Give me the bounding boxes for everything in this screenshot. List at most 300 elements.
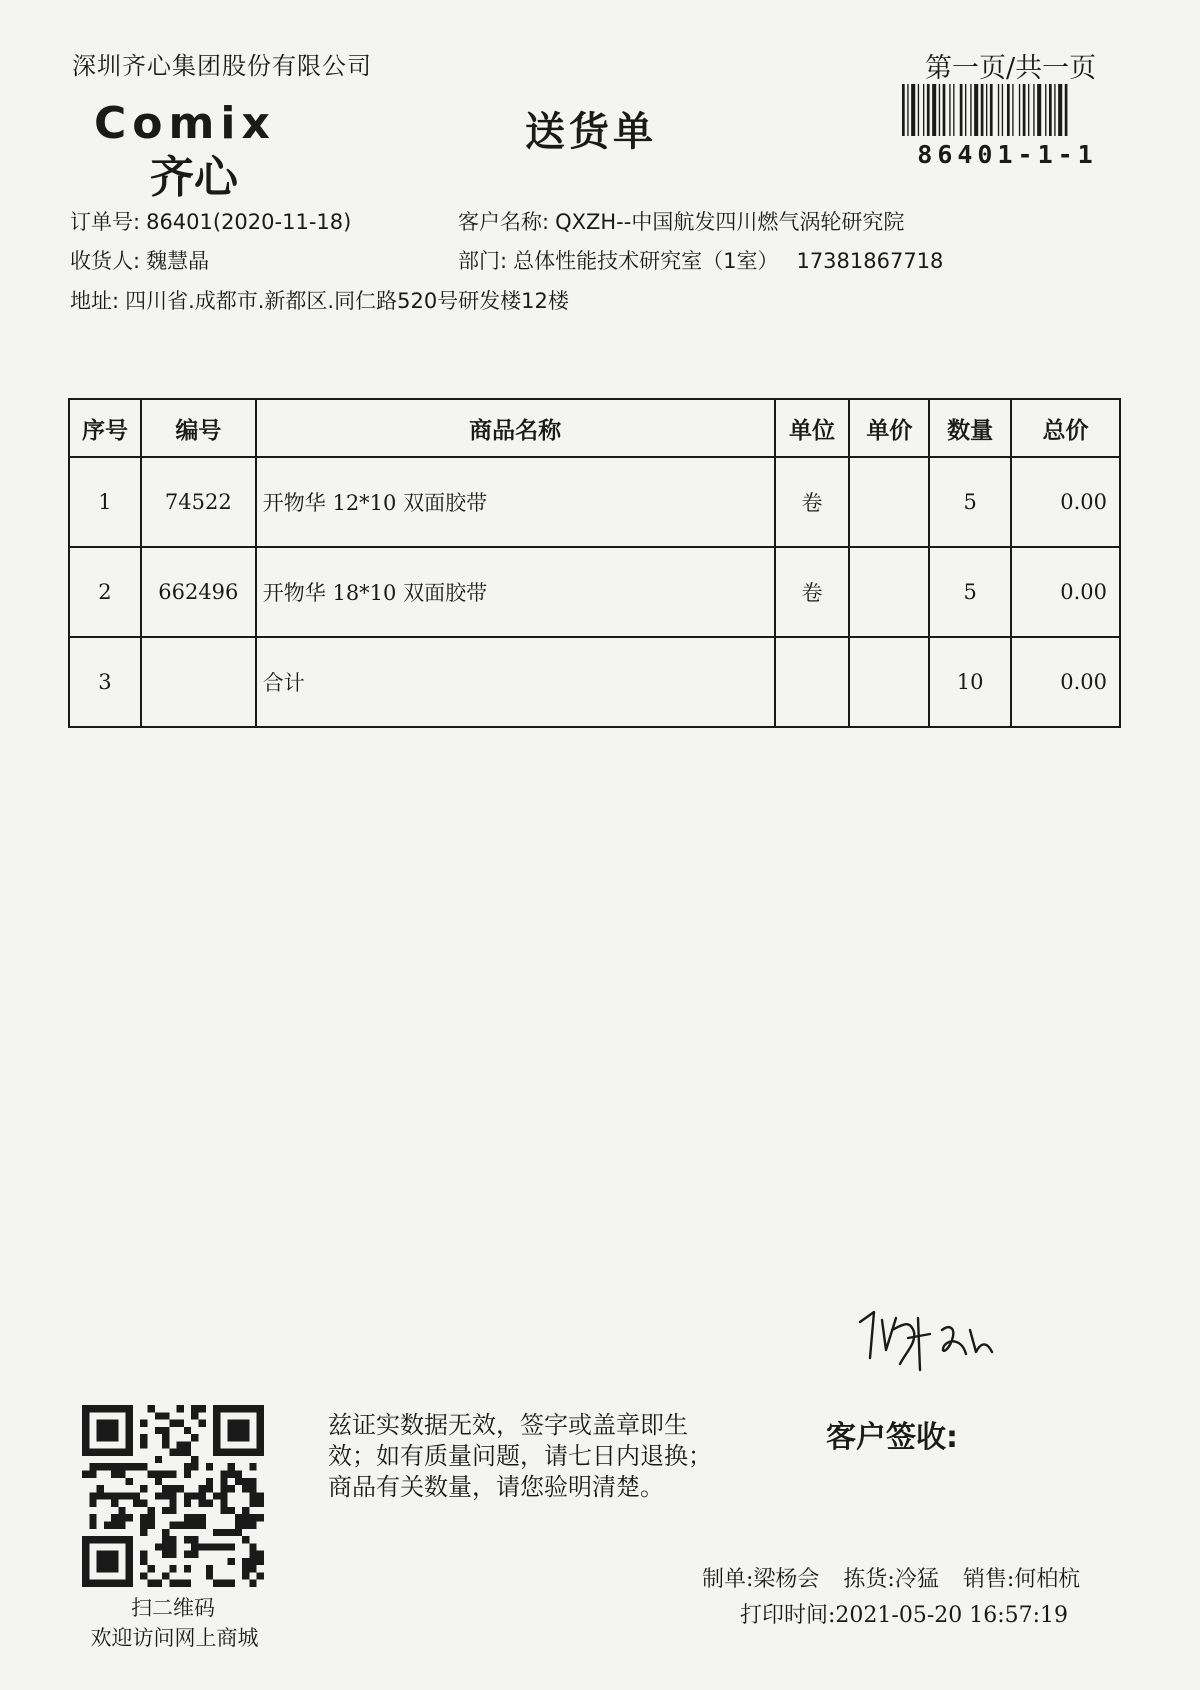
qr-module [126,1427,133,1434]
address-value: 四川省.成都市.新都区.同仁路520号研发楼12楼 [125,289,569,313]
qr-module [82,1420,89,1427]
qr-module [206,1572,213,1579]
qr-module [169,1420,176,1427]
qr-module [104,1558,111,1565]
order-label: 订单号: [70,210,141,234]
qr-module [111,1500,118,1507]
qr-module [111,1427,118,1434]
document-title: 送货单 [525,109,657,155]
barcode-bar [1054,84,1055,136]
qr-module [111,1558,118,1565]
qr-module [213,1529,220,1536]
qr-module [155,1478,162,1485]
qr-module [228,1471,235,1478]
qr-module [155,1456,162,1463]
cell-qty: 10 [929,637,1011,727]
qr-module [169,1551,176,1558]
qr-module [257,1420,264,1427]
qr-module [184,1521,191,1528]
cell-code [141,637,256,727]
qr-module [126,1565,133,1572]
qr-module [235,1405,242,1412]
qr-module [97,1558,104,1565]
qr-module [89,1449,96,1456]
qr-module [126,1558,133,1565]
qr-module [162,1507,169,1514]
qr-module [82,1405,89,1412]
barcode [900,84,1115,136]
qr-module [140,1420,147,1427]
qr-module [213,1580,220,1587]
qr-module [140,1514,147,1521]
cell-code: 74522 [141,457,256,547]
qr-module [155,1580,162,1587]
qr-module [104,1521,111,1528]
receiver-label: 收货人: [70,249,141,273]
qr-module [111,1580,118,1587]
qr-module [169,1543,176,1550]
table-row [69,547,1120,637]
qr-module [220,1529,227,1536]
qr-module [206,1478,213,1485]
qr-module [104,1536,111,1543]
qr-module [148,1471,155,1478]
page-info: 第一页/共一页 [925,53,1097,84]
qr-module [126,1551,133,1558]
qr-module [111,1405,118,1412]
qr-module [104,1565,111,1572]
qr-module [118,1471,125,1478]
qr-module [213,1543,220,1550]
qr-module [133,1500,140,1507]
company-name: 深圳齐心集团股份有限公司 [72,52,372,80]
qr-module [97,1463,104,1470]
qr-module [162,1434,169,1441]
barcode-bar [1065,84,1068,136]
barcode-bar [1058,84,1062,136]
header-code: 编号 [141,399,256,457]
qr-module [111,1434,118,1441]
qr-module [228,1449,235,1456]
qr-module [220,1471,227,1478]
qr-module [82,1543,89,1550]
qr-module [228,1427,235,1434]
qr-module [228,1420,235,1427]
cell-unit: 卷 [775,457,850,547]
qr-module [184,1463,191,1470]
picker: 拣货:冷猛 [843,1567,939,1592]
qr-module [118,1463,125,1470]
qr-module [104,1551,111,1558]
header-seq: 序号 [69,399,141,457]
qr-module [155,1492,162,1499]
qr-module [242,1514,249,1521]
qr-module [97,1492,104,1499]
qr-module [206,1543,213,1550]
dept-label: 部门: [458,249,508,273]
qr-module [82,1565,89,1572]
qr-module [184,1492,191,1499]
qr-module [89,1463,96,1470]
qr-module [235,1521,242,1528]
barcode-bar [981,84,984,136]
qr-module [184,1500,191,1507]
qr-module [228,1580,235,1587]
qr-module [257,1551,264,1558]
notice-line: 商品有关数量，请您验明清楚。 [328,1473,664,1501]
cell-total: 0.00 [1011,457,1120,547]
qr-module [249,1565,256,1572]
qr-module [191,1412,198,1419]
qr-module [169,1500,176,1507]
cell-qty: 5 [929,547,1011,637]
qr-module [220,1580,227,1587]
customer-value: QXZH--中国航发四川燃气涡轮研究院 [555,210,905,234]
phone-number: 17381867718 [796,249,944,273]
qr-module [82,1536,89,1543]
cell-name: 开物华 12*10 双面胶带 [256,457,775,547]
qr-module [162,1536,169,1543]
qr-module [148,1405,155,1412]
table-row [69,637,1120,727]
qr-module [235,1449,242,1456]
qr-module [242,1478,249,1485]
qr-module [191,1551,198,1558]
barcode-bar [1045,84,1046,136]
notice-line: 效；如有质量问题，请七日内退换； [328,1442,712,1470]
qr-module [82,1580,89,1587]
qr-module [148,1514,155,1521]
comix-logo [92,100,322,200]
qr-module [111,1521,118,1528]
qr-module [162,1543,169,1550]
barcode-bar [974,84,978,136]
qr-module [162,1492,169,1499]
qr-module [148,1580,155,1587]
qr-module [162,1427,169,1434]
qr-module [242,1521,249,1528]
barcode-bar [932,84,936,136]
table-row [69,457,1120,547]
qr-module [97,1427,104,1434]
qr-module [104,1420,111,1427]
dept-value: 总体性能技术研究室（1室） [513,249,779,273]
qr-module [191,1521,198,1528]
qr-module [220,1492,227,1499]
qr-caption-mall: 欢迎访问网上商城 [90,1626,259,1650]
qr-module [97,1536,104,1543]
customer-label: 客户名称: [458,210,550,234]
qr-module [257,1441,264,1448]
barcode-bar [907,84,908,136]
qr-module [89,1521,96,1528]
qr-module [242,1507,249,1514]
barcode-bar [965,84,966,136]
qr-module [249,1558,256,1565]
qr-module [249,1405,256,1412]
qr-module [242,1405,249,1412]
qr-module [198,1500,205,1507]
qr-module [198,1521,205,1528]
cell-total: 0.00 [1011,637,1120,727]
qr-module [169,1485,176,1492]
qr-module [111,1420,118,1427]
qr-module [140,1558,147,1565]
qr-module [126,1543,133,1550]
qr-module [97,1580,104,1587]
qr-module [118,1492,125,1499]
qr-module [191,1463,198,1470]
qr-module [118,1521,125,1528]
qr-module [82,1449,89,1456]
qr-module [169,1536,176,1543]
qr-module [184,1441,191,1448]
qr-module [169,1449,176,1456]
qr-module [89,1492,96,1499]
qr-module [169,1521,176,1528]
barcode-bar [970,84,971,136]
qr-module [257,1500,264,1507]
qr-module [118,1449,125,1456]
qr-module [242,1434,249,1441]
qr-module [126,1434,133,1441]
qr-module [140,1521,147,1528]
qr-module [89,1500,96,1507]
qr-module [118,1514,125,1521]
qr-module [89,1514,96,1521]
qr-module [97,1420,104,1427]
qr-module [162,1485,169,1492]
qr-module [82,1558,89,1565]
qr-module [140,1529,147,1536]
qr-module [140,1441,147,1448]
qr-module [162,1412,169,1419]
qr-module [191,1492,198,1499]
customer-signature [852,1300,1002,1375]
barcode-bar [960,84,963,136]
qr-module [213,1449,220,1456]
qr-module [82,1427,89,1434]
qr-module [184,1471,191,1478]
qr-module [126,1514,133,1521]
cell-price [849,547,929,637]
qr-module [235,1427,242,1434]
qr-module [140,1463,147,1470]
qr-module [249,1449,256,1456]
cell-seq: 3 [69,637,141,727]
barcode-bar [1049,84,1052,136]
qr-module [104,1492,111,1499]
qr-module [242,1558,249,1565]
qr-module [126,1478,133,1485]
qr-module [169,1565,176,1572]
items-table [68,398,1121,728]
qr-module [257,1427,264,1434]
qr-module [206,1463,213,1470]
barcode-bar [1012,84,1013,136]
qr-module [133,1463,140,1470]
qr-module [191,1514,198,1521]
qr-module [97,1485,104,1492]
qr-module [213,1420,220,1427]
barcode-bar [923,84,924,136]
qr-module [111,1536,118,1543]
qr-module [89,1536,96,1543]
barcode-bar [1023,84,1026,136]
maker: 制单:梁杨会 [702,1567,820,1592]
qr-module [228,1529,235,1536]
qr-module [162,1551,169,1558]
barcode-bar [949,84,950,136]
qr-module [213,1412,220,1419]
cell-price [849,457,929,547]
qr-module [249,1521,256,1528]
qr-module [184,1514,191,1521]
qr-module [235,1514,242,1521]
qr-module [97,1405,104,1412]
address-label: 地址: [70,289,120,313]
qr-module [257,1492,264,1499]
qr-module [220,1500,227,1507]
qr-module [140,1434,147,1441]
qr-module [220,1485,227,1492]
qr-module [104,1580,111,1587]
qr-module [213,1405,220,1412]
qr-module [126,1412,133,1419]
qr-module [82,1412,89,1419]
qr-module [177,1441,184,1448]
qr-module [126,1492,133,1499]
qr-module [126,1580,133,1587]
qr-module [177,1485,184,1492]
customer-name [458,206,904,236]
qr-module [191,1405,198,1412]
barcode-bar [943,84,946,136]
qr-module [198,1514,205,1521]
qr-module [206,1485,213,1492]
qr-module [228,1463,235,1470]
logo-cn-text: 齐心 [150,152,238,200]
barcode-bar [902,84,905,136]
qr-module [111,1514,118,1521]
qr-module [148,1521,155,1528]
qr-module [155,1471,162,1478]
qr-module [184,1427,191,1434]
table-header-row [69,399,1120,457]
qr-module [235,1478,242,1485]
qr-module [97,1565,104,1572]
qr-module [220,1449,227,1456]
cell-total: 0.00 [1011,547,1120,637]
customer-sign-label: 客户签收: [826,1420,958,1455]
qr-module [228,1405,235,1412]
qr-module [228,1543,235,1550]
qr-module [257,1434,264,1441]
print-time: 打印时间:2021-05-20 16:57:19 [740,1603,1069,1628]
qr-module [249,1492,256,1499]
qr-module [198,1485,205,1492]
qr-module [111,1463,118,1470]
qr-module [118,1536,125,1543]
qr-module [111,1449,118,1456]
qr-module [169,1492,176,1499]
order-number [70,206,351,236]
qr-module [242,1427,249,1434]
qr-module [198,1543,205,1550]
barcode-bar [939,84,940,136]
qr-module [177,1580,184,1587]
barcode-bar [918,84,919,136]
qr-module [155,1427,162,1434]
qr-module [104,1449,111,1456]
order-value: 86401(2020-11-18) [146,210,352,234]
qr-module [169,1471,176,1478]
qr-module [177,1449,184,1456]
barcode-bar [1028,84,1029,136]
qr-module [220,1507,227,1514]
qr-module [118,1580,125,1587]
qr-module [191,1543,198,1550]
qr-module [140,1485,147,1492]
header-unit: 单位 [775,399,850,457]
qr-module [126,1420,133,1427]
qr-module [111,1471,118,1478]
qr-module [104,1405,111,1412]
qr-module [82,1471,89,1478]
qr-module [82,1434,89,1441]
qr-module [213,1434,220,1441]
qr-module [177,1420,184,1427]
qr-module [148,1507,155,1514]
barcode-bar [911,84,915,136]
qr-module [177,1405,184,1412]
header-total: 总价 [1011,399,1120,457]
qr-module [155,1543,162,1550]
qr-module [177,1521,184,1528]
qr-module [140,1551,147,1558]
qr-module [242,1420,249,1427]
cell-unit: 卷 [775,547,850,637]
qr-module [249,1463,256,1470]
qr-module [198,1405,205,1412]
qr-module [220,1543,227,1550]
qr-module [148,1565,155,1572]
qr-module [104,1427,111,1434]
barcode-bar [998,84,999,136]
barcode-bar [1019,84,1020,136]
department [458,245,943,275]
cell-qty: 5 [929,457,1011,547]
qr-module [235,1471,242,1478]
qr-module [242,1572,249,1579]
cell-seq: 2 [69,547,141,637]
cell-name: 开物华 18*10 双面胶带 [256,547,775,637]
qr-module [206,1500,213,1507]
cell-unit [775,637,850,727]
qr-module [162,1529,169,1536]
qr-module [242,1485,249,1492]
qr-module [184,1565,191,1572]
qr-module [249,1485,256,1492]
notice-text [328,1410,712,1503]
qr-module [155,1412,162,1419]
qr-module [169,1580,176,1587]
qr-module [97,1434,104,1441]
qr-module [118,1507,125,1514]
qr-module [82,1441,89,1448]
qr-module [133,1492,140,1499]
qr-module [162,1441,169,1448]
